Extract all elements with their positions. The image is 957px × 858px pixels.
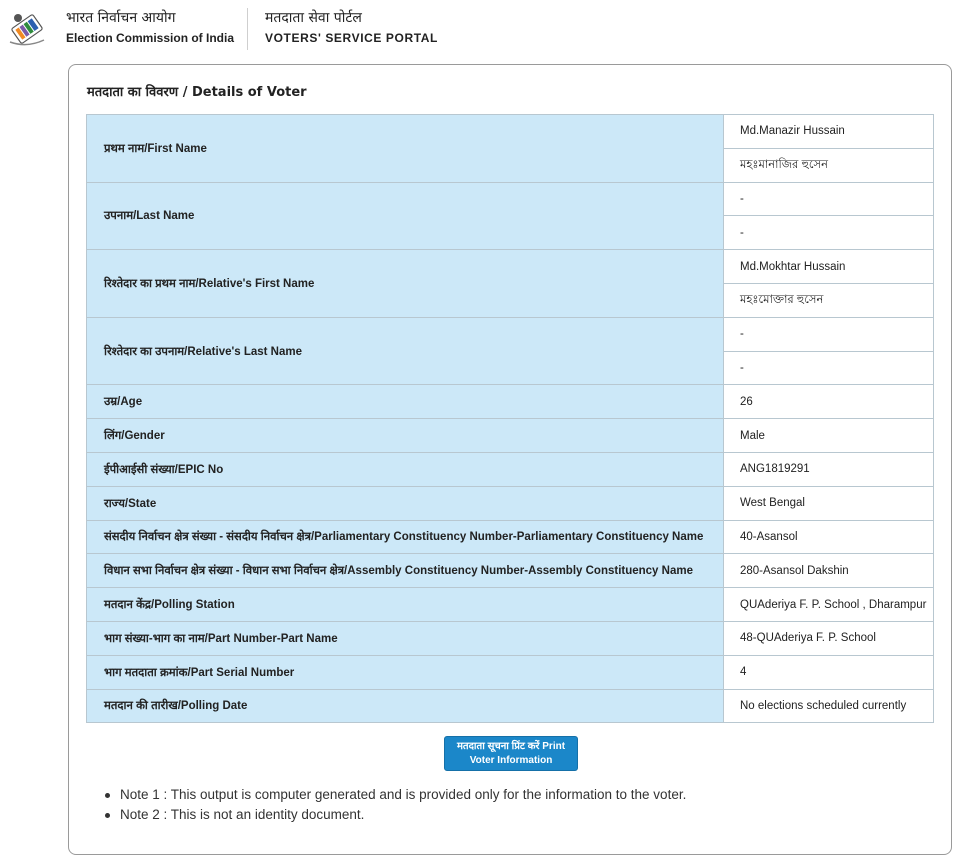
row-value: QUAderiya F. P. School , Dharampur	[724, 588, 934, 622]
table-row	[87, 115, 934, 149]
row-label: लिंग/Gender	[87, 419, 724, 453]
row-label: उपनाम/Last Name	[87, 182, 724, 250]
table-row	[87, 621, 934, 655]
row-value: Md.Manazir Hussain	[724, 115, 934, 149]
notes-list	[103, 785, 686, 825]
card-title: मतदाता का विवरण / Details of Voter	[87, 85, 307, 100]
row-label: भाग संख्या-भाग का नाम/Part Number-Part Name	[87, 621, 724, 655]
eci-logo-icon	[6, 8, 48, 50]
row-label: राज्य/State	[87, 486, 724, 520]
print-button-label-line2: Voter Information	[469, 755, 553, 766]
voter-details-table	[86, 114, 934, 723]
row-value: 4	[724, 655, 934, 689]
list-item: Note 2 : This is not an identity document.	[103, 805, 686, 825]
portal-title-hindi: मतदाता सेवा पोर्टल	[265, 10, 362, 26]
print-voter-information-button[interactable]	[444, 736, 578, 771]
table-row	[87, 486, 934, 520]
table-row	[87, 452, 934, 486]
table-row	[87, 689, 934, 723]
row-value: -	[724, 351, 934, 385]
row-label: रिश्तेदार का प्रथम नाम/Relative's First Name	[87, 250, 724, 318]
row-value: Md.Mokhtar Hussain	[724, 250, 934, 284]
row-value: -	[724, 216, 934, 250]
row-value: 40-Asansol	[724, 520, 934, 554]
row-value: 48-QUAderiya F. P. School	[724, 621, 934, 655]
row-value: 280-Asansol Dakshin	[724, 554, 934, 588]
table-row	[87, 588, 934, 622]
header-divider	[247, 8, 248, 50]
row-label: विधान सभा निर्वाचन क्षेत्र संख्या - विधान सभा निर्वाचन क्षेत्र/Assembly Constituency Number-Assembly Constituency Name	[87, 554, 724, 588]
row-label: मतदान केंद्र/Polling Station	[87, 588, 724, 622]
row-value: মহঃমোক্তার হুসেন	[724, 283, 934, 317]
table-row	[87, 385, 934, 419]
table-row	[87, 520, 934, 554]
row-label: मतदान की तारीख/Polling Date	[87, 689, 724, 723]
row-label: रिश्तेदार का उपनाम/Relative's Last Name	[87, 317, 724, 385]
row-value: 26	[724, 385, 934, 419]
table-row	[87, 419, 934, 453]
row-value: -	[724, 182, 934, 216]
row-label: प्रथम नाम/First Name	[87, 115, 724, 183]
print-button-label-line1: मतदाता सूचना प्रिंट करें Print	[456, 741, 566, 752]
row-label: संसदीय निर्वाचन क्षेत्र संख्या - संसदीय निर्वाचन क्षेत्र/Parliamentary Constituency Number-Parliamentary Constituency Name	[87, 520, 724, 554]
row-value: -	[724, 317, 934, 351]
row-value: West Bengal	[724, 486, 934, 520]
row-value: মহঃমানাজির হুসেন	[724, 148, 934, 182]
row-value: No elections scheduled currently	[724, 689, 934, 723]
table-row	[87, 182, 934, 216]
voter-details-card	[68, 64, 952, 855]
row-value: ANG1819291	[724, 452, 934, 486]
row-label: ईपीआईसी संख्या/EPIC No	[87, 452, 724, 486]
table-row	[87, 554, 934, 588]
table-row	[87, 250, 934, 284]
eci-title	[66, 9, 234, 47]
row-label: उम्र/Age	[87, 385, 724, 419]
portal-title	[265, 9, 438, 47]
portal-title-english: VOTERS' SERVICE PORTAL	[265, 31, 438, 45]
list-item: Note 1 : This output is computer generated and is provided only for the information to the voter.	[103, 785, 686, 805]
page-header	[0, 0, 957, 56]
eci-title-hindi: भारत निर्वाचन आयोग	[66, 10, 176, 26]
row-label: भाग मतदाता क्रमांक/Part Serial Number	[87, 655, 724, 689]
table-row	[87, 317, 934, 351]
table-row	[87, 655, 934, 689]
row-value: Male	[724, 419, 934, 453]
eci-title-english: Election Commission of India	[66, 31, 235, 45]
